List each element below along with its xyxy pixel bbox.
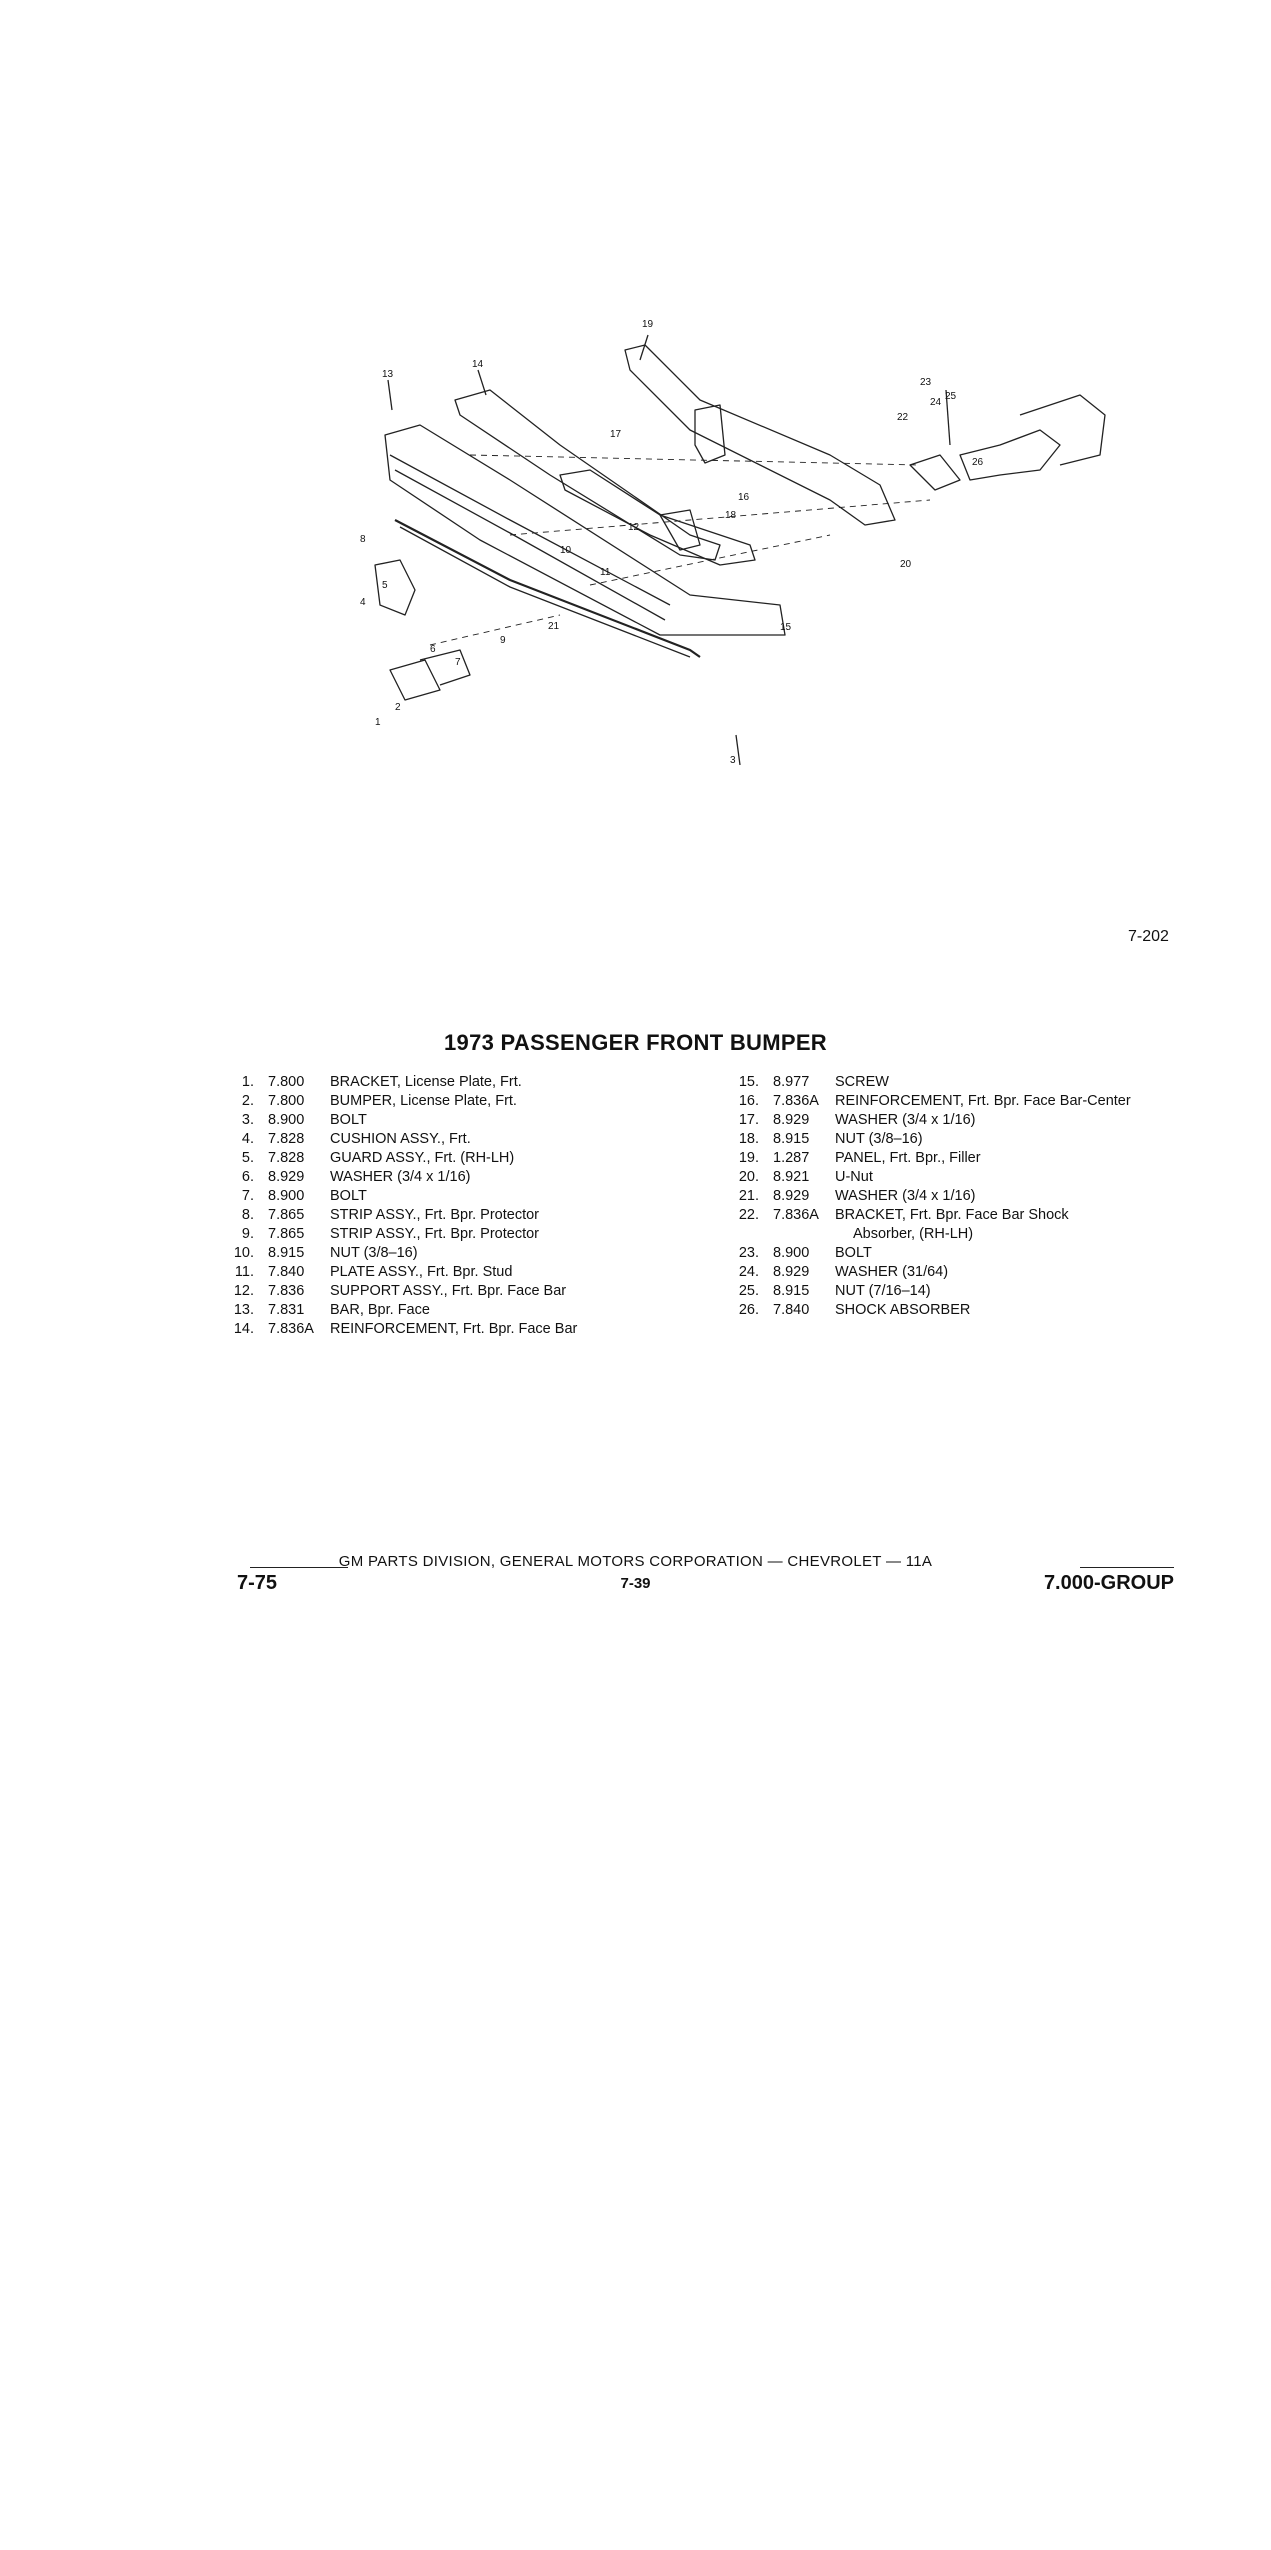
part-number: 10.	[233, 1245, 254, 1261]
part-group-code: 7.836	[268, 1283, 305, 1299]
part-description: REINFORCEMENT, Frt. Bpr. Face Bar	[330, 1321, 578, 1337]
part-group-code: 8.900	[268, 1188, 305, 1204]
parts-list-left	[222, 1073, 577, 1339]
footer-page-center: 7-39	[620, 1575, 651, 1592]
callout-19: 19	[642, 319, 654, 330]
part-group-code: 8.921	[773, 1169, 810, 1185]
part-number: 12.	[233, 1283, 254, 1299]
part-description: BAR, Bpr. Face	[330, 1302, 430, 1318]
part-number: 11.	[234, 1264, 254, 1280]
part-group-code: 8.915	[773, 1283, 810, 1299]
part-description: SUPPORT ASSY., Frt. Bpr. Face Bar	[330, 1283, 567, 1299]
parts-list-row	[727, 1225, 1131, 1244]
callout-15: 15	[780, 622, 792, 633]
part-number: 18.	[738, 1131, 759, 1147]
part-description: NUT (7/16–14)	[835, 1283, 931, 1299]
callout-4: 4	[360, 597, 366, 608]
part-description: BRACKET, Frt. Bpr. Face Bar Shock	[835, 1207, 1069, 1223]
parts-list-row	[222, 1149, 577, 1168]
footer-group: 7.000-GROUP	[1043, 1572, 1174, 1594]
part-number: 19.	[738, 1150, 759, 1166]
part-group-code: 7.828	[268, 1150, 305, 1166]
part-group-code: 8.929	[268, 1169, 305, 1185]
callout-10: 10	[560, 545, 572, 556]
part-description: PANEL, Frt. Bpr., Filler	[835, 1150, 981, 1166]
parts-list-row	[222, 1282, 577, 1301]
part-description: SCREW	[835, 1074, 889, 1090]
part-description: GUARD ASSY., Frt. (RH-LH)	[330, 1150, 515, 1166]
part-group-code: 7.800	[268, 1093, 305, 1109]
part-description: NUT (3/8–16)	[835, 1131, 923, 1147]
part-number: 20.	[738, 1169, 759, 1185]
parts-list-row	[727, 1282, 1131, 1301]
part-group-code: 8.929	[773, 1264, 810, 1280]
part-group-code: 7.836A	[268, 1321, 314, 1337]
parts-list-row	[727, 1149, 1131, 1168]
parts-list-row	[727, 1206, 1131, 1225]
part-number: 23.	[738, 1245, 759, 1261]
part-group-code: 7.865	[268, 1226, 305, 1242]
parts-list-row	[727, 1187, 1131, 1206]
part-group-code: 8.915	[268, 1245, 305, 1261]
callout-22: 22	[897, 412, 909, 423]
parts-list-row	[727, 1263, 1131, 1282]
part-group-code: 7.800	[268, 1074, 305, 1090]
part-description: STRIP ASSY., Frt. Bpr. Protector	[330, 1207, 539, 1223]
page-title: 1973 PASSENGER FRONT BUMPER	[444, 1030, 827, 1055]
callout-26: 26	[972, 457, 984, 468]
part-group-code: 7.865	[268, 1207, 305, 1223]
part-number: 13.	[233, 1302, 254, 1318]
part-description: REINFORCEMENT, Frt. Bpr. Face Bar-Center	[835, 1093, 1131, 1109]
parts-list-row	[727, 1111, 1131, 1130]
part-description: BRACKET, License Plate, Frt.	[330, 1074, 522, 1090]
figure-number: 7-202	[1128, 928, 1169, 945]
part-number: 21.	[738, 1188, 759, 1204]
part-number: 2.	[241, 1093, 254, 1109]
part-description: WASHER (31/64)	[835, 1264, 949, 1280]
callout-6: 6	[430, 644, 436, 655]
part-group-code: 7.840	[268, 1264, 305, 1280]
callout-12: 12	[628, 522, 640, 533]
bumper-exploded-diagram	[360, 305, 1120, 765]
callout-8: 8	[360, 534, 366, 545]
part-number: 3.	[241, 1112, 254, 1128]
parts-list-row	[222, 1092, 577, 1111]
part-description: BUMPER, License Plate, Frt.	[330, 1093, 517, 1109]
parts-list-row	[222, 1225, 577, 1244]
part-description: U-Nut	[835, 1169, 873, 1185]
footer-publisher: GM PARTS DIVISION, GENERAL MOTORS CORPORATION — CHEVROLET — 11A	[338, 1553, 933, 1570]
callout-5: 5	[382, 580, 388, 591]
parts-list-row	[727, 1092, 1131, 1111]
part-number: 26.	[738, 1302, 759, 1318]
part-number: 1.	[241, 1074, 254, 1090]
parts-list-row	[727, 1130, 1131, 1149]
parts-list-row	[222, 1244, 577, 1263]
footer-page-left: 7-75	[237, 1572, 278, 1594]
callout-24: 24	[930, 397, 942, 408]
callout-18: 18	[725, 510, 737, 521]
parts-list-right	[727, 1073, 1131, 1320]
part-group-code: 8.977	[773, 1074, 810, 1090]
part-number: 9.	[241, 1226, 254, 1242]
part-description: STRIP ASSY., Frt. Bpr. Protector	[330, 1226, 539, 1242]
parts-list-row	[222, 1168, 577, 1187]
part-description: BOLT	[835, 1245, 872, 1261]
parts-list-row	[222, 1206, 577, 1225]
part-group-code: 7.836A	[773, 1093, 819, 1109]
part-group-code: 7.828	[268, 1131, 305, 1147]
part-number: 15.	[738, 1074, 759, 1090]
parts-list-row	[222, 1130, 577, 1149]
callout-3: 3	[730, 755, 736, 765]
part-number: 5.	[241, 1150, 254, 1166]
callout-1: 1	[375, 717, 381, 728]
parts-list-row	[727, 1301, 1131, 1320]
callout-20: 20	[900, 559, 912, 570]
part-description: CUSHION ASSY., Frt.	[330, 1131, 471, 1147]
part-number: 22.	[738, 1207, 759, 1223]
parts-list-row	[222, 1187, 577, 1206]
callout-9: 9	[500, 635, 506, 646]
callout-21: 21	[548, 621, 560, 632]
part-description: BOLT	[330, 1112, 367, 1128]
part-group-code: 8.900	[773, 1245, 810, 1261]
parts-list-row	[727, 1073, 1131, 1092]
part-description: WASHER (3/4 x 1/16)	[835, 1112, 976, 1128]
part-group-code: 8.929	[773, 1112, 810, 1128]
part-number: 24.	[738, 1264, 759, 1280]
callout-11: 11	[600, 567, 611, 578]
parts-list-row	[222, 1301, 577, 1320]
part-group-code: 8.929	[773, 1188, 810, 1204]
part-description: Absorber, (RH-LH)	[853, 1226, 974, 1242]
part-description: SHOCK ABSORBER	[835, 1302, 971, 1318]
part-description: PLATE ASSY., Frt. Bpr. Stud	[330, 1264, 513, 1280]
callout-16: 16	[738, 492, 750, 503]
part-number: 7.	[241, 1188, 254, 1204]
part-group-code: 7.836A	[773, 1207, 819, 1223]
part-group-code: 8.900	[268, 1112, 305, 1128]
part-description: BOLT	[330, 1188, 367, 1204]
part-description: WASHER (3/4 x 1/16)	[835, 1188, 976, 1204]
part-group-code: 8.915	[773, 1131, 810, 1147]
callout-7: 7	[455, 657, 461, 668]
part-description: NUT (3/8–16)	[330, 1245, 418, 1261]
parts-list-row	[222, 1073, 577, 1092]
parts-list-row	[222, 1111, 577, 1130]
callout-17: 17	[610, 429, 622, 440]
part-number: 4.	[241, 1131, 254, 1147]
part-description: WASHER (3/4 x 1/16)	[330, 1169, 471, 1185]
callout-2: 2	[395, 702, 401, 713]
callout-13: 13	[382, 369, 394, 380]
callout-25: 25	[945, 391, 957, 402]
part-number: 16.	[738, 1093, 759, 1109]
part-group-code: 7.840	[773, 1302, 810, 1318]
parts-list-row	[727, 1244, 1131, 1263]
callout-14: 14	[472, 359, 484, 370]
part-number: 6.	[241, 1169, 254, 1185]
parts-list-row	[222, 1263, 577, 1282]
part-group-code: 7.831	[268, 1302, 305, 1318]
parts-list-row	[222, 1320, 577, 1339]
part-group-code: 1.287	[773, 1150, 810, 1166]
part-number: 14.	[233, 1321, 254, 1337]
parts-list-row	[727, 1168, 1131, 1187]
part-number: 17.	[738, 1112, 759, 1128]
callout-23: 23	[920, 377, 932, 388]
part-number: 8.	[241, 1207, 254, 1223]
part-number: 25.	[738, 1283, 759, 1299]
